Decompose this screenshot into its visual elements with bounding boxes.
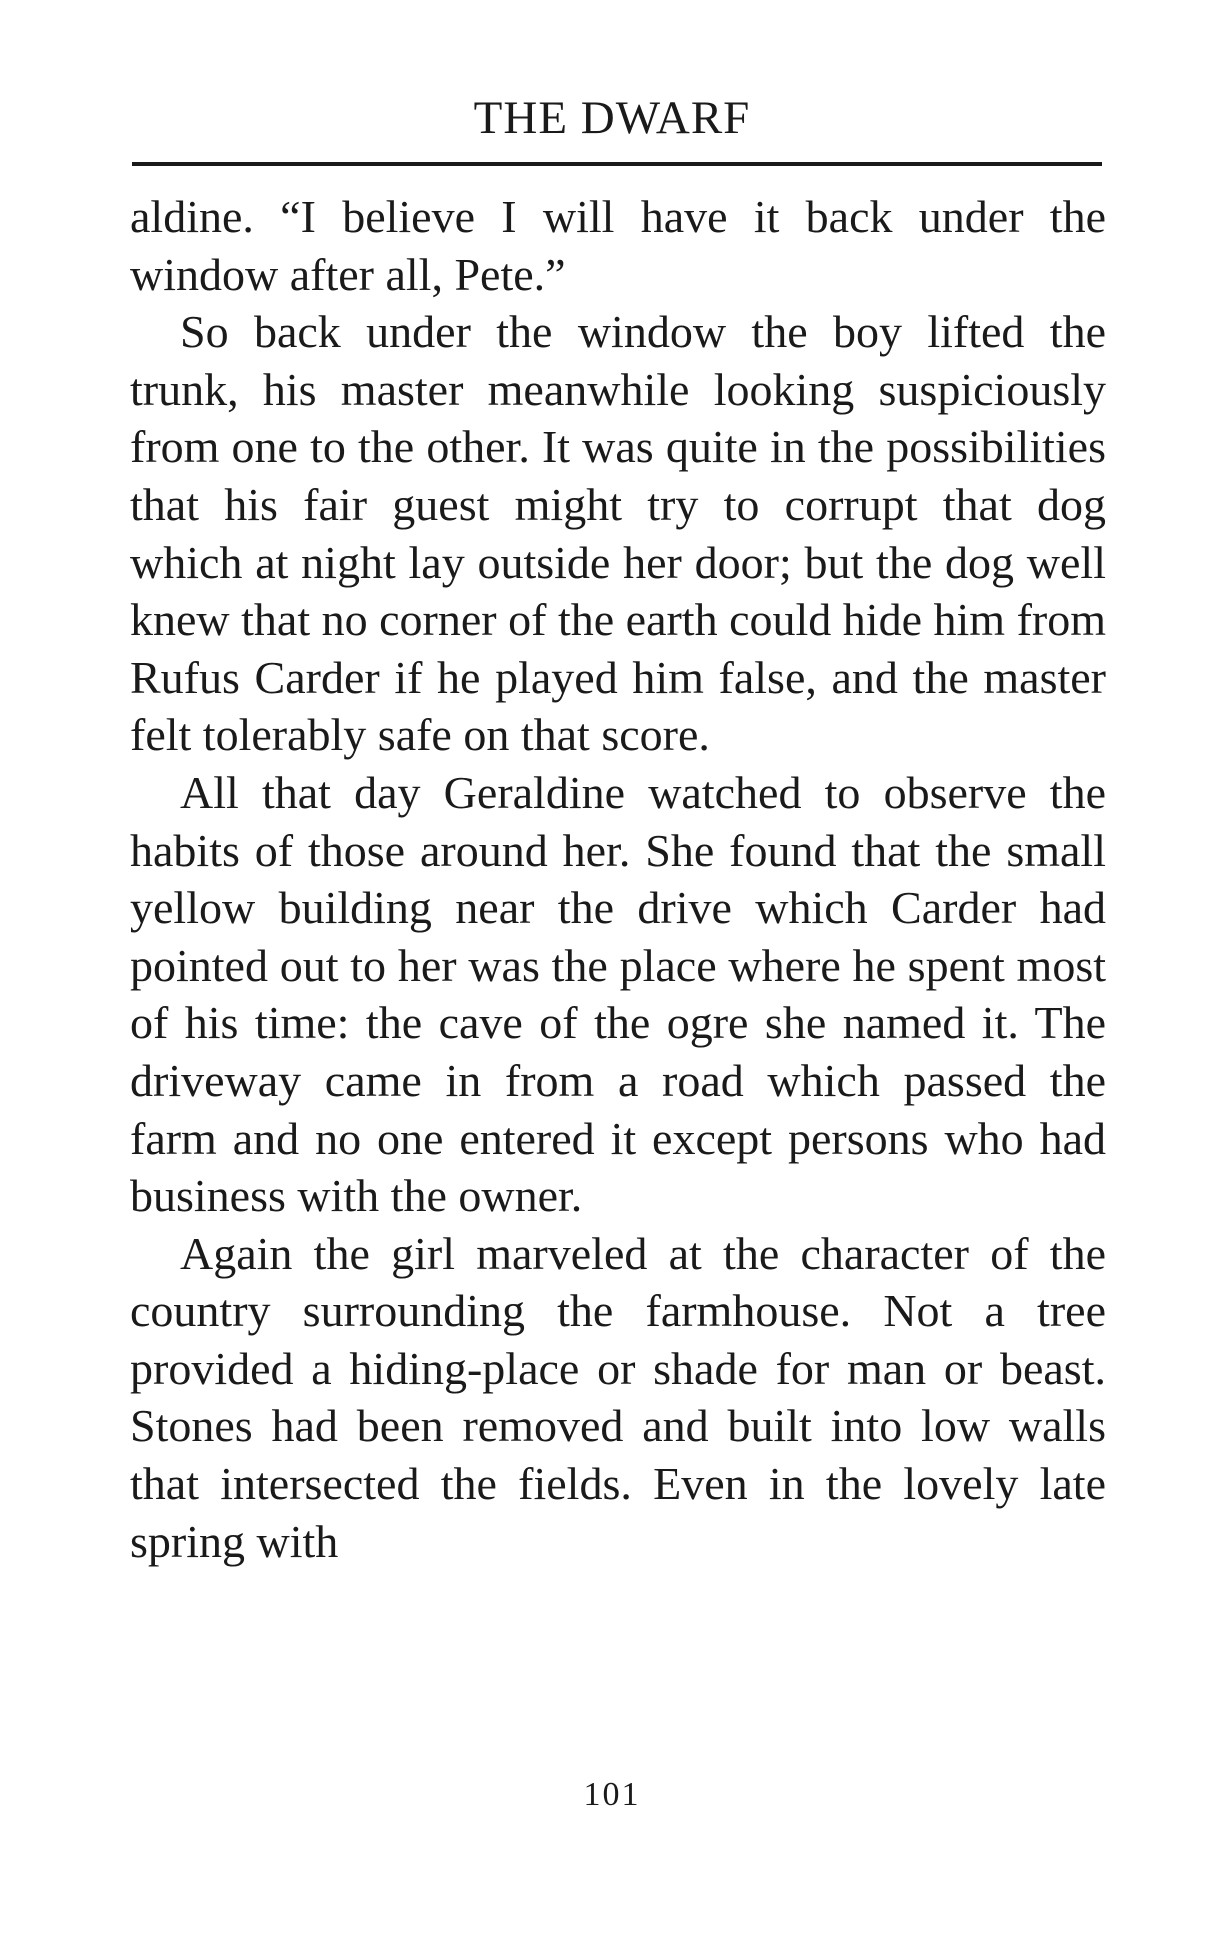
header-rule bbox=[132, 162, 1102, 166]
paragraph: All that day Geraldine watched to observe the habits of those around her. She found that the small yellow building near the drive which Carder had pointed out to her was the place where he spent most of his time: the cave of the ogre she named it. The driveway came in from a road which passed the farm and no one entered it except persons who had business with the owner. bbox=[130, 766, 1106, 1222]
running-head: THE DWARF bbox=[473, 92, 751, 144]
page-number: 101 bbox=[583, 1776, 641, 1813]
paragraph: So back under the window the boy lifted the trunk, his master meanwhile looking suspiciously from one to the other. It was quite in the possibilities that his fair guest might try to corrupt that dog which at night lay outside her door; but the dog well knew that no corner of the earth could hide him from Rufus Carder if he played him false, and the master felt tolerably safe on that score. bbox=[130, 306, 1106, 761]
paragraph-continued: aldine. “I believe I will have it back under the window after all, Pete.” bbox=[130, 191, 1106, 300]
body-text bbox=[130, 188, 1106, 1570]
paragraph: Again the girl marveled at the character of the country surrounding the farmhouse. Not a tree provided a hiding-place or shade for man or beast. Stones had been removed and built into low walls that intersected the fields. Even in the lovely late spring with bbox=[130, 1227, 1106, 1567]
